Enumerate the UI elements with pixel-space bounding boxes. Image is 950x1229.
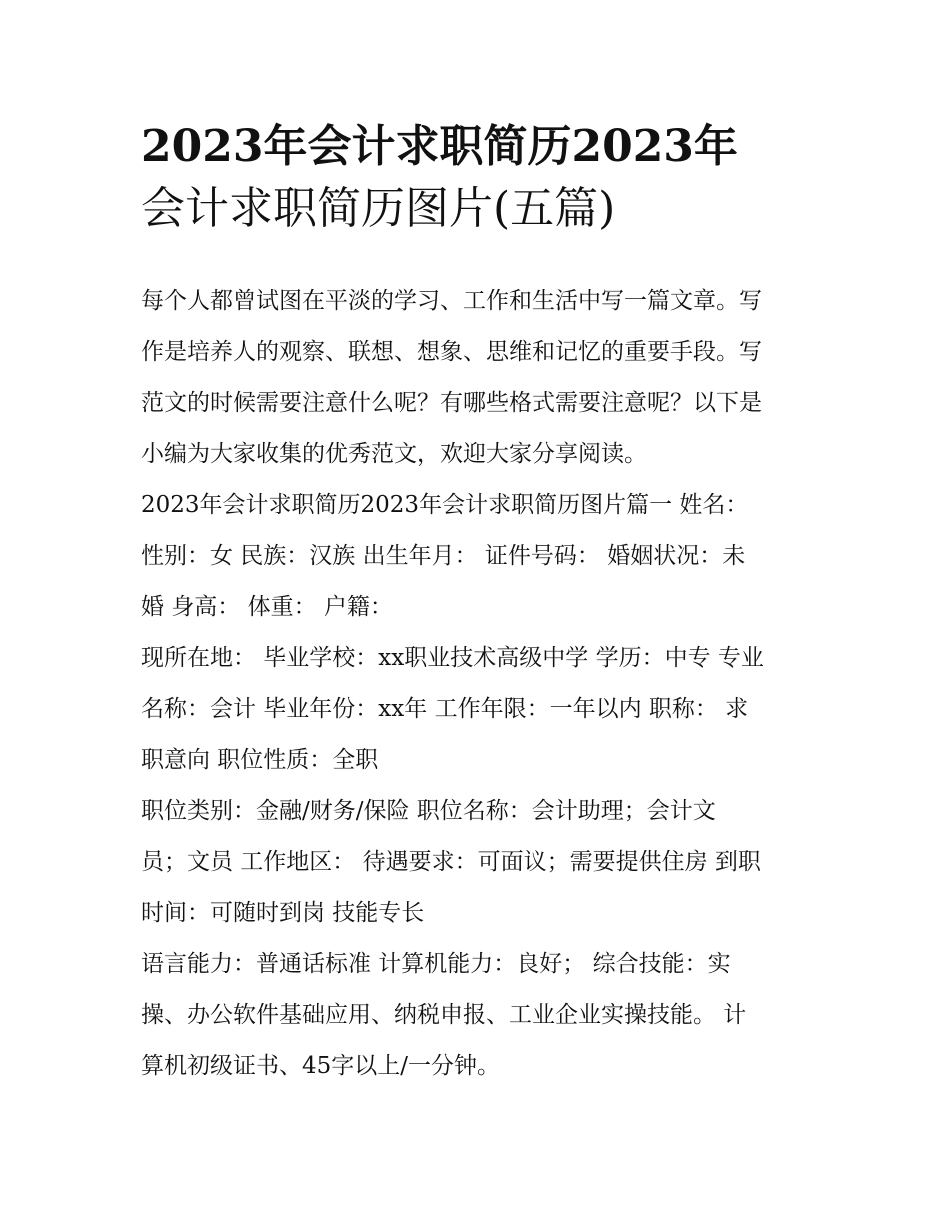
text-line: 语言能力：普通话标准 计算机能力：良好； 综合技能：实 [141, 951, 731, 977]
text-line: 时间：可随时到岗 技能专长 [141, 900, 425, 926]
title-bold-part: 2023年会计求职简历2023年 [141, 121, 738, 172]
text-line: 职位类别：金融/财务/保险 职位名称：会计助理；会计文 [141, 798, 716, 824]
text-line: 作是培养人的观察、联想、想象、思维和记忆的重要手段。写 [141, 339, 762, 365]
text-line: 员；文员 工作地区： 待遇要求：可面议；需要提供住房 到职 [141, 849, 761, 875]
title-regular-part: 会计求职简历图片(五篇) [141, 183, 616, 234]
paragraph-intro [141, 276, 813, 480]
paragraph-skills [141, 939, 813, 1092]
text-line: 小编为大家收集的优秀范文，欢迎大家分享阅读。 [141, 441, 647, 467]
paragraph-personal-info [141, 480, 813, 633]
text-line: 婚 身高： 体重： 户籍： [141, 594, 393, 620]
text-line: 名称：会计 毕业年份：xx年 工作年限：一年以内 职称： 求 [141, 696, 749, 722]
text-line: 操、办公软件基础应用、纳税申报、工业企业实操技能。 计 [141, 1002, 747, 1028]
text-line: 算机初级证书、45字以上/一分钟。 [141, 1053, 501, 1079]
document-title [141, 116, 821, 240]
text-line: 现所在地： 毕业学校：xx职业技术高级中学 学历：中专 专业 [141, 645, 764, 671]
text-line: 性别：女 民族：汉族 出生年月： 证件号码： 婚姻状况：未 [141, 543, 746, 569]
paragraph-job-intent [141, 786, 813, 939]
document-body [141, 276, 813, 1092]
text-line: 每个人都曾试图在平淡的学习、工作和生活中写一篇文章。写 [141, 288, 762, 314]
paragraph-education [141, 633, 813, 786]
text-line: 范文的时候需要注意什么呢？有哪些格式需要注意呢？以下是 [141, 390, 762, 416]
text-line: 职意向 职位性质：全职 [141, 747, 379, 773]
text-line: 2023年会计求职简历2023年会计求职简历图片篇一 姓名： [141, 492, 749, 518]
